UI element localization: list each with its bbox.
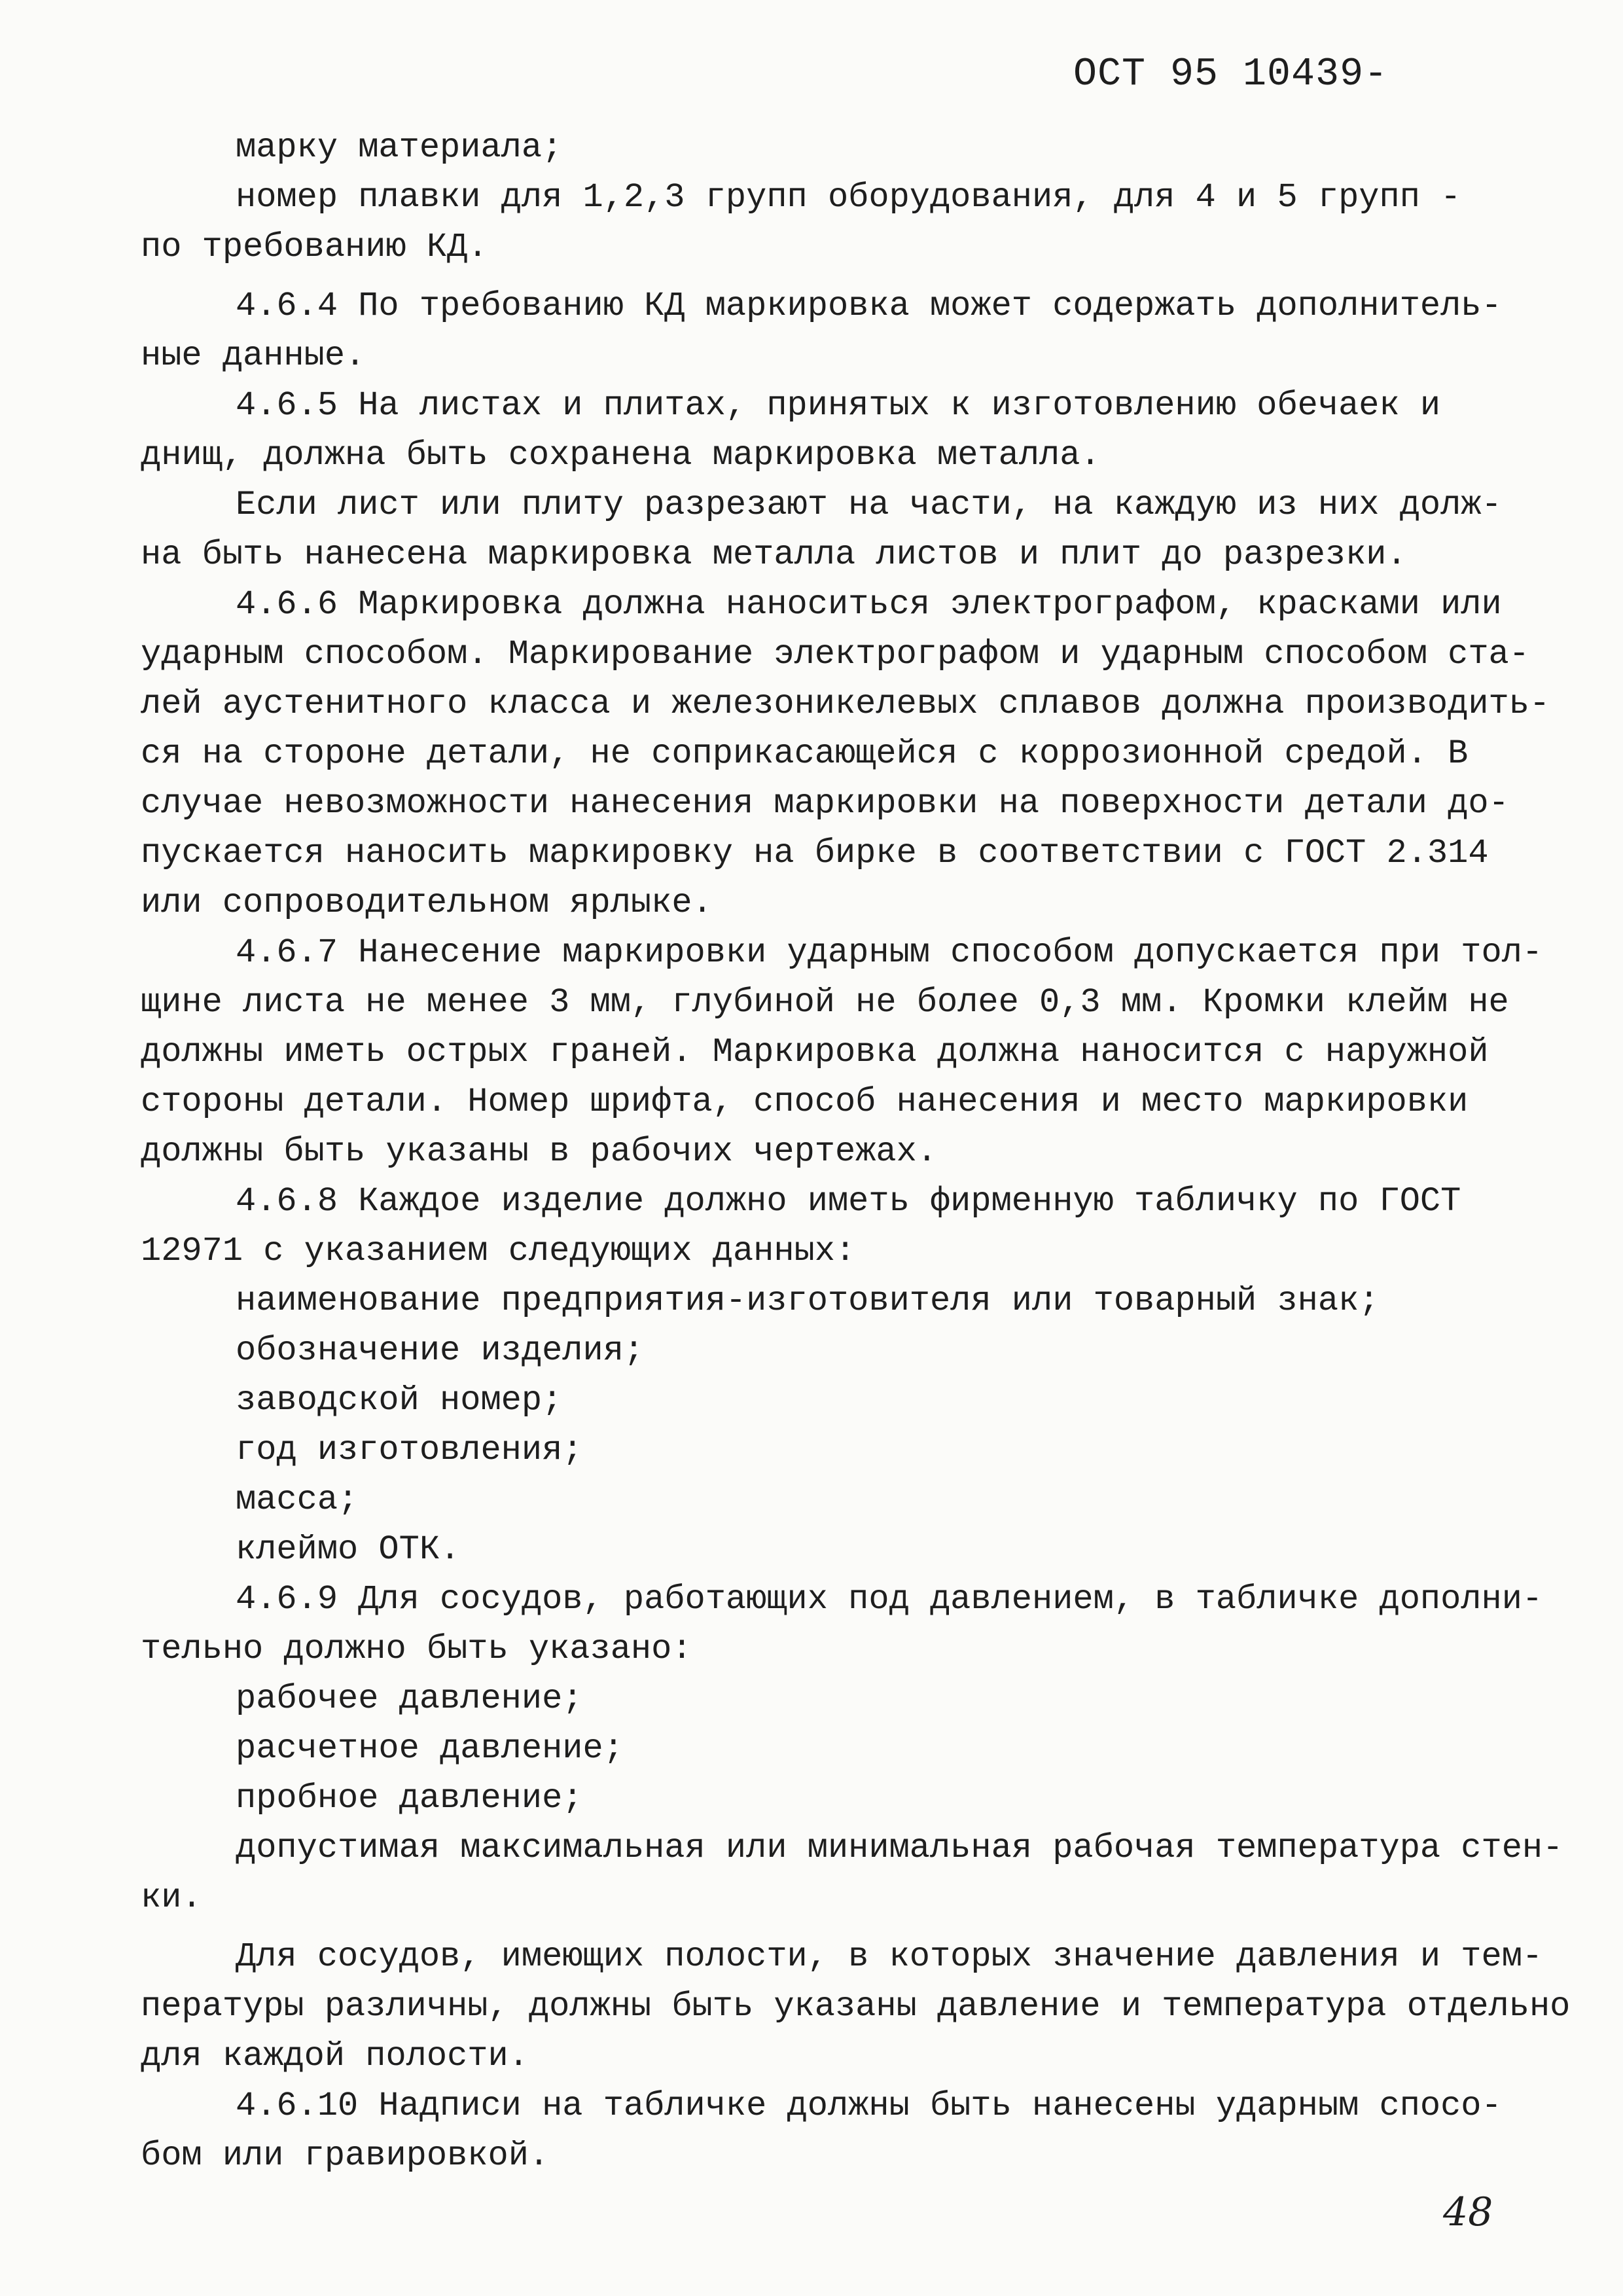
text-line: днищ, должна быть сохранена маркировка металла. (141, 436, 1101, 475)
text-line: для каждой полости. (141, 2037, 529, 2075)
page-number: 48 (1443, 2189, 1493, 2235)
text-line: ные данные. (141, 336, 366, 375)
text-line: тельно должно быть указано: (141, 1630, 692, 1668)
text-line: 4.6.10 Надписи на табличке должны быть нанесены ударным спосо- (236, 2087, 1502, 2125)
list-item: пробное давление; (236, 1779, 583, 1818)
text-line: пускается наносить маркировку на бирке в соответствии с ГОСТ 2.314 (141, 834, 1489, 872)
list-item: допустимая максимальная или минимальная рабочая температура стен- (236, 1829, 1563, 1867)
list-item: наименование предприятия-изготовителя или товарный знак; (236, 1282, 1380, 1320)
text-line: 4.6.7 Нанесение маркировки ударным способом допускается при тол- (236, 933, 1543, 972)
list-item: обозначение изделия; (236, 1331, 645, 1370)
text-line: номер плавки для 1,2,3 групп оборудования, для 4 и 5 групп - (236, 178, 1461, 217)
text-line: Для сосудов, имеющих полости, в которых значение давления и тем- (236, 1937, 1543, 1976)
list-item: рабочее давление; (236, 1679, 583, 1718)
text-line: стороны детали. Номер шрифта, способ нанесения и место маркировки (141, 1083, 1469, 1121)
text-line: лей аустенитного класса и железоникелевых сплавов должна производить- (141, 685, 1550, 723)
text-line: на быть нанесена маркировка металла листов и плит до разрезки. (141, 535, 1407, 574)
document-code: ОСТ 95 10439- (1073, 52, 1389, 97)
text-line: Если лист или плиту разрезают на части, на каждую из них долж- (236, 486, 1502, 524)
text-line: 4.6.5 На листах и плитах, принятых к изготовлению обечаек и (236, 386, 1441, 425)
text-line: 4.6.8 Каждое изделие должно иметь фирменную табличку по ГОСТ (236, 1182, 1461, 1221)
list-item: клеймо ОТК. (236, 1530, 461, 1569)
paragraph-gap (141, 272, 1548, 281)
text-line: ся на стороне детали, не соприкасающейся с коррозионной средой. В (141, 734, 1469, 773)
text-line: пературы различны, должны быть указаны давление и температура отдельно (141, 1987, 1571, 2026)
list-item: заводской номер; (236, 1381, 563, 1420)
text-line: ударным способом. Маркирование электрографом и ударным способом ста- (141, 635, 1529, 673)
text-line: 4.6.9 Для сосудов, работающих под давлением, в табличке дополни- (236, 1580, 1543, 1619)
text-line: бом или гравировкой. (141, 2136, 550, 2175)
text-line: должны быть указаны в рабочих чертежах. (141, 1132, 937, 1171)
text-line: 4.6.6 Маркировка должна наноситься электрографом, красками или (236, 585, 1502, 624)
text-line: или сопроводительном ярлыке. (141, 884, 713, 922)
text-line: по требованию КД. (141, 228, 488, 266)
text-line: должны иметь острых граней. Маркировка должна наносится с наружной (141, 1033, 1489, 1071)
list-item: расчетное давление; (236, 1729, 624, 1768)
paragraph-gap (141, 1923, 1548, 1932)
text-line: щине листа не менее 3 мм, глубиной не более 0,3 мм. Кромки клейм не (141, 983, 1509, 1022)
text-line: марку материала; (236, 128, 563, 167)
text-line: ки. (141, 1878, 202, 1917)
document-body (141, 123, 1571, 2181)
list-item: год изготовления; (236, 1431, 583, 1469)
text-line: случае невозможности нанесения маркировки на поверхности детали до- (141, 784, 1509, 823)
list-item: масса; (236, 1480, 359, 1519)
text-line: 12971 с указанием следующих данных: (141, 1232, 856, 1270)
text-line: 4.6.4 По требованию КД маркировка может содержать дополнитель- (236, 287, 1502, 325)
